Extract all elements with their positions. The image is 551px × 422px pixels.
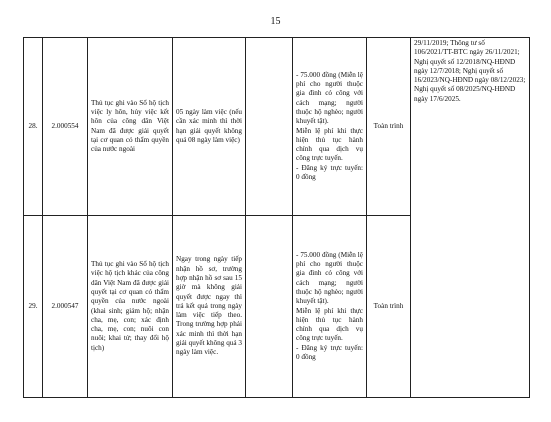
procedure-code: 2.000547	[43, 216, 88, 398]
fee-line: - Đăng ký trực tuyến: 0 đồng	[296, 343, 363, 361]
fee-line: Miễn lệ phí khi thực hiện thủ tục hành chính qua dịch vụ công trực tuyến.	[296, 126, 363, 163]
processing-time: 05 ngày làm việc (nếu cần xác minh thì thời hạn giải quyết không quá 08 ngày làm việc)	[173, 38, 246, 216]
processing-time: Ngay trong ngày tiếp nhận hồ sơ, trường hợp nhận hồ sơ sau 15 giờ mà không giải quyết được ngay thì trả kết quả trong ngày làm việc tiếp theo. Trong trường hợp phải xác minh thì thời hạn giải quyết không quá 3 ngày làm việc.	[173, 216, 246, 398]
row-number: 28.	[24, 38, 43, 216]
legal-basis-text: 29/11/2019; Thông tư số 106/2021/TT-BTC ngày 26/11/2021; Nghị quyết số 12/2018/NQ-HĐND ngày 12/7/2018; Nghị quyết số 16/2023/NQ-HĐND ngày 08/12/2023; Nghị quyết số 08/2025/NQ-HĐND ngày 17/6/2025.	[414, 39, 526, 103]
table-row	[24, 38, 530, 216]
service-level: Toàn trình	[367, 216, 411, 398]
fee-cell	[293, 216, 367, 398]
fee-line: - 75.000 đồng (Miễn lệ phí cho người thuộc gia đình có công với cách mạng; người thuộc hộ nghèo; người khuyết tật).	[296, 250, 363, 306]
procedures-table	[23, 37, 530, 398]
fee-line: Miễn lệ phí khi thực hiện thủ tục hành chính qua dịch vụ công trực tuyến.	[296, 306, 363, 343]
procedure-name: Thủ tục ghi vào Sổ hộ tịch việc ly hôn, hủy việc kết hôn của công dân Việt Nam đã được giải quyết tại cơ quan có thẩm quyền của nước ngoài	[88, 38, 173, 216]
row-number: 29.	[24, 216, 43, 398]
fee-cell	[293, 38, 367, 216]
empty-cell	[246, 216, 293, 398]
fee-line: - Đăng ký trực tuyến: 0 đồng	[296, 163, 363, 181]
empty-cell	[246, 38, 293, 216]
procedure-code: 2.000554	[43, 38, 88, 216]
fee-line: - 75.000 đồng (Miễn lệ phí cho người thuộc gia đình có công với cách mạng; người thuộc hộ nghèo; người khuyết tật).	[296, 70, 363, 126]
procedure-name: Thủ tục ghi vào Sổ hộ tịch việc hộ tịch khác của công dân Việt Nam đã được giải quyết tại cơ quan có thẩm quyền của nước ngoài (khai sinh; giám hộ; nhận cha, mẹ, con; xác định cha, mẹ, con; nuôi con nuôi; khai tử; thay đổi hộ tịch)	[88, 216, 173, 398]
service-level: Toàn trình	[367, 38, 411, 216]
legal-basis-cell	[411, 38, 530, 398]
page-number: 15	[270, 16, 281, 27]
